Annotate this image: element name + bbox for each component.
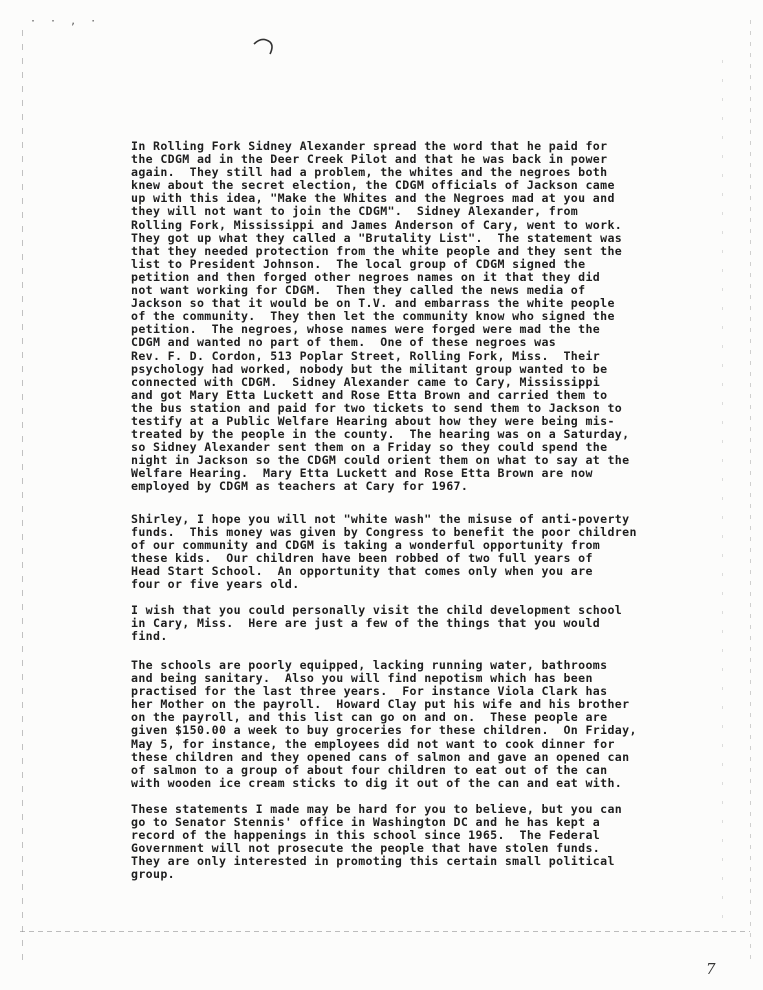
text-line: go to Senator Stennis' office in Washington DC and he has kept a <box>131 815 601 830</box>
paragraph-2 <box>131 513 679 592</box>
text-line: on the payroll, and this list can go on and on. These people are <box>131 710 608 725</box>
text-line: petition and then forged other negroes names on it that they did <box>131 269 601 284</box>
text-line: knew about the secret election, the CDGM officials of Jackson came <box>131 178 615 193</box>
text-line: list to President Johnson. The local group of CDGM signed the <box>131 256 586 271</box>
text-line: These statements I made may be hard for you to believe, but you can <box>131 802 623 816</box>
text-line: The schools are poorly equipped, lacking running water, bathrooms <box>131 658 608 672</box>
text-line: they will not want to join the CDGM". Sidney Alexander, from <box>131 204 579 219</box>
text-line: four or five years old. <box>131 577 300 592</box>
text-line: funds. This money was given by Congress to benefit the poor children <box>131 525 637 540</box>
text-line: her Mother on the payroll. Howard Clay put his wife and his brother <box>131 697 630 712</box>
text-line: petition. The negroes, whose names were forged were mad the the <box>131 322 601 337</box>
text-line: psychology had worked, nobody but the militant group wanted to be <box>131 361 608 376</box>
text-line: Government will not prosecute the people that have stolen funds. <box>131 841 601 856</box>
text-line: not want working for CDGM. Then they called the news media of <box>131 283 586 298</box>
text-line: I wish that you could personally visit the child development school <box>131 603 623 617</box>
text-line: and being sanitary. Also you will find nepotism which has been <box>131 671 593 686</box>
text-line: Rev. F. D. Cordon, 513 Poplar Street, Rolling Fork, Miss. Their <box>131 348 601 363</box>
text-line: that they needed protection from the white people and they sent the <box>131 243 623 258</box>
text-line: these kids. Our children have been robbed of two full years of <box>131 551 593 566</box>
text-line: record of the happenings in this school since 1965. The Federal <box>131 828 601 843</box>
text-line: practised for the last three years. For instance Viola Clark has <box>131 684 608 699</box>
text-line: these children and they opened cans of salmon and gave an opened can <box>131 749 630 764</box>
text-line: in Cary, Miss. Here are just a few of the things that you would <box>131 616 601 631</box>
text-line: with wooden ice cream sticks to dig it out of the can and eat with. <box>131 775 623 790</box>
paragraph-4 <box>131 659 679 790</box>
text-line: CDGM and wanted no part of them. One of these negroes was <box>131 335 557 350</box>
text-line: Welfare Hearing. Mary Etta Luckett and Rose Etta Brown are now <box>131 466 593 481</box>
text-line: up with this idea, "Make the Whites and the Negroes mad at you and <box>131 191 615 206</box>
text-line: of our community and CDGM is taking a wonderful opportunity from <box>131 538 601 553</box>
scan-edge-bottom <box>20 931 750 932</box>
paragraph-3 <box>131 604 679 643</box>
paragraph-1 <box>131 140 679 494</box>
text-line: find. <box>131 629 168 644</box>
text-line: Head Start School. An opportunity that comes only when you are <box>131 564 593 579</box>
text-line: so Sidney Alexander sent them on a Friday so they could spend the <box>131 440 608 455</box>
scan-speckles: · · ‚ · <box>30 16 101 27</box>
text-line: of salmon to a group of about four children to eat out of the can <box>131 762 608 777</box>
text-line: They are only interested in promoting this certain small political <box>131 854 615 869</box>
text-line: Jackson so that it would be on T.V. and embarrass the white people <box>131 296 615 311</box>
text-line: the CDGM ad in the Deer Creek Pilot and that he was back in power <box>131 152 608 167</box>
pen-mark-icon <box>250 34 276 58</box>
text-line: given $150.00 a week to buy groceries for these children. On Friday, <box>131 723 637 738</box>
text-line: night in Jackson so the CDGM could orient them on what to say at the <box>131 453 630 468</box>
text-line: and got Mary Etta Luckett and Rose Etta Brown and carried them to <box>131 387 608 402</box>
text-line: In Rolling Fork Sidney Alexander spread the word that he paid for <box>131 139 608 153</box>
scan-edge-left <box>22 30 23 960</box>
text-line: testify at a Public Welfare Hearing about how they were being mis- <box>131 413 615 428</box>
text-line: treated by the people in the county. The hearing was on a Saturday, <box>131 427 630 442</box>
text-line: the bus station and paid for two tickets to send them to Jackson to <box>131 400 623 415</box>
scan-edge-right <box>750 20 751 960</box>
paragraph-5 <box>131 803 679 882</box>
text-line: group. <box>131 867 175 882</box>
text-line: May 5, for instance, the employees did not want to cook dinner for <box>131 736 615 751</box>
text-line: Rolling Fork, Mississippi and James Anderson of Cary, went to work. <box>131 217 623 232</box>
text-line: Shirley, I hope you will not "white wash" the misuse of anti-poverty <box>131 512 630 526</box>
text-line: again. They still had a problem, the whites and the negroes both <box>131 165 608 180</box>
text-line: connected with CDGM. Sidney Alexander came to Cary, Mississippi <box>131 374 601 389</box>
page-number: 7 <box>706 960 716 978</box>
text-line: of the community. They then let the community know who signed the <box>131 309 615 324</box>
text-line: employed by CDGM as teachers at Cary for 1967. <box>131 479 469 494</box>
text-line: They got up what they called a "Brutality List". The statement was <box>131 230 623 245</box>
scan-edge-right-inner <box>722 60 723 920</box>
